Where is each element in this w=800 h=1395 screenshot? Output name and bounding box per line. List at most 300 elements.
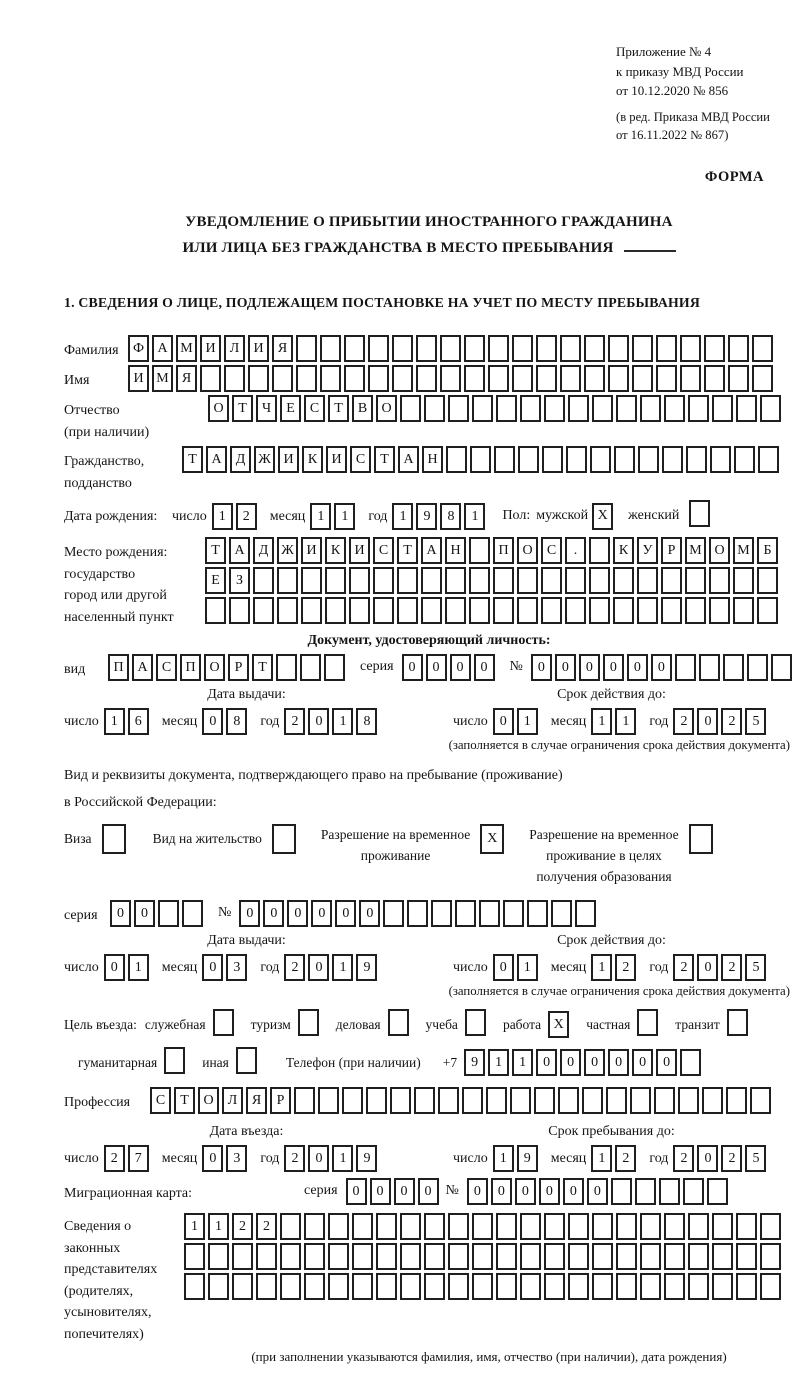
representatives-label-line: Сведения о [64, 1219, 132, 1235]
edu-permit-label [529, 824, 678, 888]
char-cell [462, 1087, 483, 1114]
char-cell [496, 395, 517, 422]
char-cell: 0 [656, 1049, 677, 1076]
title-line-2-text: ИЛИ ЛИЦА БЕЗ ГРАЖДАНСТВА В МЕСТО ПРЕБЫВАНИЯ [182, 239, 614, 256]
char-cell [464, 335, 485, 362]
representatives-cells [184, 1211, 784, 1303]
date-part-label: год [649, 1150, 669, 1166]
profession-row [64, 1087, 794, 1114]
char-cell: М [176, 335, 197, 362]
annex-line: Приложение № 4 [616, 44, 712, 59]
char-cell: 0 [697, 708, 718, 735]
purpose-option-checkbox [229, 1047, 260, 1078]
char-cell: 0 [202, 708, 223, 735]
char-cell [438, 1087, 459, 1114]
char-cell [565, 567, 586, 594]
char-cell: 6 [128, 708, 149, 735]
char-cell [253, 567, 274, 594]
phone-cells [464, 1049, 704, 1076]
char-cell: М [733, 537, 754, 564]
date-part-label: месяц [161, 1150, 198, 1166]
char-cell [496, 1273, 517, 1300]
char-cell: 9 [517, 1145, 538, 1172]
patronymic-label-line2: (при наличии) [64, 424, 150, 440]
migration-series-label: серия [304, 1183, 338, 1199]
char-cell [416, 365, 437, 392]
char-cell [664, 395, 685, 422]
identity-doc-dates [64, 685, 794, 735]
sex-male-label: мужской [536, 508, 589, 524]
purpose-option [202, 1047, 260, 1078]
annex-amendment-note [616, 108, 794, 146]
stay-doc-intro-line2: в Российской Федерации: [64, 794, 217, 810]
char-cell [469, 597, 490, 624]
char-cell [383, 900, 404, 927]
char-cell [632, 365, 653, 392]
char-cell [416, 335, 437, 362]
char-cell [496, 1213, 517, 1240]
char-cell [613, 597, 634, 624]
char-cell: 2 [236, 503, 257, 530]
form-label: ФОРМА [704, 169, 764, 186]
char-cell [664, 1213, 685, 1240]
stay-valid-group [453, 953, 769, 981]
char-cell [544, 1243, 565, 1270]
stay-valid-title: Срок действия до: [557, 933, 666, 949]
char-cell [445, 567, 466, 594]
char-cell [640, 1273, 661, 1300]
char-cell [637, 567, 658, 594]
char-cell: 8 [226, 708, 247, 735]
char-cell: 1 [615, 708, 636, 735]
checkbox-cell [689, 500, 710, 527]
char-cell: 2 [284, 954, 305, 981]
birth-place-label-line2: государство [64, 566, 136, 582]
char-cell [712, 1273, 733, 1300]
char-cell [611, 1178, 632, 1205]
char-cell [736, 1273, 757, 1300]
stay-until-col [429, 1122, 794, 1172]
sex-label: Пол: [502, 508, 531, 524]
edu-permit-checkbox [679, 824, 716, 858]
char-cell: 0 [697, 954, 718, 981]
char-cell [606, 1087, 627, 1114]
char-cell [469, 567, 490, 594]
char-cell [472, 1213, 493, 1240]
birth-place-row [64, 537, 794, 628]
char-cell [736, 1243, 757, 1270]
name-row [64, 365, 794, 392]
char-cell: 0 [555, 654, 576, 681]
char-cell: 1 [332, 708, 353, 735]
char-cell: 3 [226, 1145, 247, 1172]
date-part-label: месяц [161, 959, 198, 975]
char-cell [520, 1213, 541, 1240]
representatives-label-line: законных [64, 1240, 121, 1256]
char-cell [662, 446, 683, 473]
char-cell: . [565, 537, 586, 564]
representatives-label-line: усыновителях, [64, 1305, 152, 1321]
char-cell: А [152, 335, 173, 362]
char-cell: 5 [745, 954, 766, 981]
migration-number-cells [467, 1178, 731, 1205]
char-cell: 0 [493, 954, 514, 981]
char-cell: 0 [287, 900, 308, 927]
date-part-label: число [64, 1150, 99, 1166]
char-cell: 0 [579, 654, 600, 681]
date-part-label: месяц [269, 508, 306, 524]
char-cell [710, 446, 731, 473]
char-cell [320, 365, 341, 392]
char-cell: Т [252, 654, 273, 681]
char-cell: И [200, 335, 221, 362]
entry-dates [64, 1122, 794, 1172]
char-cell [565, 597, 586, 624]
char-cell [424, 395, 445, 422]
checkbox-cell [637, 1009, 658, 1036]
char-cell: Я [246, 1087, 267, 1114]
char-cell: 0 [311, 900, 332, 927]
surname-row [64, 335, 794, 362]
stay-issue-col [64, 931, 429, 981]
char-cell: 1 [334, 503, 355, 530]
char-cell [368, 335, 389, 362]
temp-permit-label-line2: проживание [360, 848, 431, 864]
char-cell [760, 1273, 781, 1300]
profession-cells [150, 1087, 774, 1114]
char-cell: Ж [277, 537, 298, 564]
char-cell: Н [422, 446, 443, 473]
char-cell [232, 1273, 253, 1300]
char-cell [229, 597, 250, 624]
checkbox-cell: X [592, 503, 613, 530]
char-cell: Т [174, 1087, 195, 1114]
char-cell [683, 1178, 704, 1205]
char-cell [584, 365, 605, 392]
char-cell [349, 597, 370, 624]
char-cell [366, 1087, 387, 1114]
char-cell [640, 1243, 661, 1270]
char-cell: 0 [335, 900, 356, 927]
char-cell [470, 446, 491, 473]
date-part-label: год [368, 508, 388, 524]
char-cell [277, 567, 298, 594]
date-part-label: число [64, 959, 99, 975]
purpose-option-checkbox [206, 1009, 237, 1040]
purpose-option-label: деловая [335, 1016, 381, 1032]
doc-series-cells [402, 654, 498, 681]
char-cell: О [208, 395, 229, 422]
doc-series-label: серия [360, 659, 394, 675]
date-part-label: число [453, 1150, 488, 1166]
char-cell [560, 365, 581, 392]
title-line-2 [64, 236, 794, 262]
char-cell: Е [280, 395, 301, 422]
char-cell [736, 1213, 757, 1240]
char-cell [182, 900, 203, 927]
checkbox-cell [298, 1009, 319, 1036]
char-cell [664, 1273, 685, 1300]
char-cell [520, 1243, 541, 1270]
representatives-row1 [184, 1213, 784, 1240]
char-cell [376, 1213, 397, 1240]
char-cell: 0 [308, 1145, 329, 1172]
char-cell [750, 1087, 771, 1114]
char-cell [541, 597, 562, 624]
stay-doc-type-row [64, 824, 794, 888]
char-cell [448, 1243, 469, 1270]
char-cell [592, 395, 613, 422]
purpose-option [251, 1009, 322, 1040]
char-cell: 0 [474, 654, 495, 681]
checkbox-cell [213, 1009, 234, 1036]
char-cell: 0 [584, 1049, 605, 1076]
char-cell [702, 1087, 723, 1114]
char-cell: В [352, 395, 373, 422]
char-cell [421, 597, 442, 624]
date-part-label: число [64, 713, 99, 729]
char-cell: 0 [110, 900, 131, 927]
char-cell [616, 395, 637, 422]
char-cell [709, 597, 730, 624]
char-cell: Р [228, 654, 249, 681]
checkbox-cell [388, 1009, 409, 1036]
checkbox-cell [465, 1009, 486, 1036]
purpose-option-label: учеба [425, 1016, 458, 1032]
stay-series-label: серия [64, 908, 98, 924]
char-cell: 0 [603, 654, 624, 681]
char-cell: 2 [232, 1213, 253, 1240]
char-cell [544, 395, 565, 422]
char-cell [325, 567, 346, 594]
char-cell [455, 900, 476, 927]
entry-date-col [64, 1122, 429, 1172]
checkbox-cell [689, 824, 713, 854]
char-cell [318, 1087, 339, 1114]
char-cell [536, 365, 557, 392]
char-cell [510, 1087, 531, 1114]
char-cell [328, 1243, 349, 1270]
date-part-label: месяц [550, 1150, 587, 1166]
char-cell [397, 597, 418, 624]
char-cell [733, 567, 754, 594]
char-cell: А [421, 537, 442, 564]
char-cell [757, 567, 778, 594]
char-cell [325, 597, 346, 624]
char-cell [493, 597, 514, 624]
char-cell: Т [182, 446, 203, 473]
char-cell [560, 335, 581, 362]
char-cell [392, 335, 413, 362]
char-cell [448, 395, 469, 422]
char-cell: 2 [721, 1145, 742, 1172]
char-cell: 1 [184, 1213, 205, 1240]
temp-permit-label [321, 824, 470, 867]
char-cell [542, 446, 563, 473]
char-cell [541, 567, 562, 594]
char-cell [736, 395, 757, 422]
char-cell [488, 335, 509, 362]
birth-date-row [64, 500, 794, 532]
citizenship-cells [182, 446, 782, 473]
identity-issue-col [64, 685, 429, 735]
date-part-label: месяц [161, 713, 198, 729]
representatives-row2 [184, 1243, 784, 1270]
char-cell: 9 [416, 503, 437, 530]
char-cell [760, 1213, 781, 1240]
char-cell: 2 [615, 1145, 636, 1172]
purpose-option-label: иная [202, 1054, 229, 1070]
char-cell [688, 395, 709, 422]
char-cell [349, 567, 370, 594]
purpose-option [426, 1009, 489, 1040]
edu-permit-label-line2: проживание в целях [546, 848, 662, 864]
char-cell [472, 1273, 493, 1300]
char-cell: П [180, 654, 201, 681]
char-cell: Л [224, 335, 245, 362]
char-cell [446, 446, 467, 473]
char-cell [328, 1213, 349, 1240]
char-cell [296, 365, 317, 392]
char-cell [352, 1273, 373, 1300]
birth-place-cells [205, 537, 781, 627]
char-cell [493, 567, 514, 594]
char-cell [712, 1213, 733, 1240]
purpose-option [503, 1011, 572, 1038]
issue-date-title: Дата выдачи: [207, 687, 286, 703]
surname-label: Фамилия [64, 343, 119, 359]
char-cell [496, 1243, 517, 1270]
char-cell [747, 654, 768, 681]
annex-line: от 10.12.2020 № 856 [616, 83, 729, 98]
migration-card-label: Миграционная карта: [64, 1186, 193, 1202]
char-cell [424, 1243, 445, 1270]
representatives-label-line: (родителях, [64, 1283, 134, 1299]
char-cell [232, 1243, 253, 1270]
checkbox-cell [727, 1009, 748, 1036]
stay-series-cells [110, 900, 206, 927]
char-cell [707, 1178, 728, 1205]
char-cell: 0 [104, 954, 125, 981]
char-cell: Ч [256, 395, 277, 422]
char-cell: 0 [608, 1049, 629, 1076]
checkbox-cell [164, 1047, 185, 1074]
sex-male-checkbox [592, 503, 616, 530]
char-cell [661, 597, 682, 624]
char-cell [200, 365, 221, 392]
char-cell: К [302, 446, 323, 473]
char-cell [568, 1243, 589, 1270]
char-cell: 1 [128, 954, 149, 981]
char-cell [328, 1273, 349, 1300]
char-cell: У [637, 537, 658, 564]
phone-prefix: +7 [442, 1054, 458, 1070]
char-cell: 0 [493, 708, 514, 735]
char-cell [479, 900, 500, 927]
char-cell: 0 [402, 654, 423, 681]
char-cell [760, 1243, 781, 1270]
char-cell: Ж [254, 446, 275, 473]
char-cell: 9 [356, 1145, 377, 1172]
stay-doc-note: (заполняется в случае ограничения срока действия документа) [448, 984, 790, 999]
char-cell: О [709, 537, 730, 564]
char-cell: 0 [308, 954, 329, 981]
date-part-label: месяц [550, 959, 587, 975]
char-cell [614, 446, 635, 473]
patronymic-row [64, 395, 794, 443]
purpose-option [675, 1009, 751, 1040]
char-cell [616, 1243, 637, 1270]
char-cell: З [229, 567, 250, 594]
char-cell [685, 567, 706, 594]
char-cell [654, 1087, 675, 1114]
char-cell: О [376, 395, 397, 422]
char-cell: К [613, 537, 634, 564]
char-cell: О [198, 1087, 219, 1114]
phone-label: Телефон (при наличии) [285, 1054, 421, 1070]
char-cell: Т [374, 446, 395, 473]
representatives-label-line: представителях [64, 1262, 158, 1278]
date-part-label: год [260, 713, 280, 729]
char-cell [205, 597, 226, 624]
sex-female-label: женский [628, 508, 680, 524]
char-cell: 1 [591, 708, 612, 735]
patronymic-label-line1: Отчество [64, 403, 120, 419]
char-cell: 0 [263, 900, 284, 927]
char-cell [407, 900, 428, 927]
char-cell: И [128, 365, 149, 392]
char-cell: 2 [673, 1145, 694, 1172]
char-cell [373, 597, 394, 624]
char-cell [400, 395, 421, 422]
date-part-label: число [453, 713, 488, 729]
stay-doc-intro [64, 763, 794, 816]
checkbox-cell: X [480, 824, 504, 854]
char-cell: О [204, 654, 225, 681]
char-cell: Р [661, 537, 682, 564]
purpose-option-checkbox [291, 1009, 322, 1040]
char-cell: 2 [721, 708, 742, 735]
char-cell: С [541, 537, 562, 564]
char-cell: 1 [392, 503, 413, 530]
char-cell: 3 [226, 954, 247, 981]
purpose-option [336, 1009, 412, 1040]
char-cell [184, 1273, 205, 1300]
char-cell: 0 [239, 900, 260, 927]
char-cell [400, 1213, 421, 1240]
char-cell [637, 597, 658, 624]
char-cell: Т [397, 537, 418, 564]
temp-permit-checkbox [470, 824, 507, 854]
char-cell: 0 [394, 1178, 415, 1205]
date-part-label: месяц [550, 713, 587, 729]
char-cell [517, 567, 538, 594]
residence-permit-checkbox [262, 824, 299, 858]
representatives-label [64, 1211, 184, 1345]
char-cell [296, 335, 317, 362]
purpose-option-label: служебная [144, 1016, 206, 1032]
char-cell [734, 446, 755, 473]
doc-kind-cells [108, 654, 348, 681]
char-cell: Р [270, 1087, 291, 1114]
stay-number-label: № [218, 905, 232, 921]
char-cell [158, 900, 179, 927]
valid-until-group [453, 707, 769, 735]
char-cell [301, 597, 322, 624]
date-part-label: год [260, 959, 280, 975]
char-cell [184, 1243, 205, 1270]
char-cell: 0 [370, 1178, 391, 1205]
